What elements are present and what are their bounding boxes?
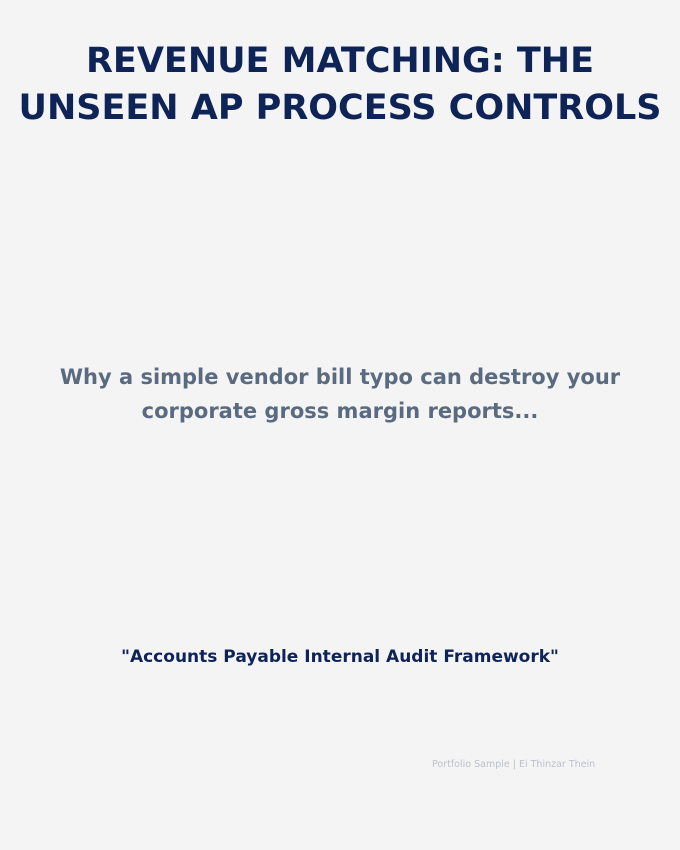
subtitle	[0, 360, 680, 428]
subtitle-line-2: corporate gross margin reports...	[141, 399, 539, 423]
title-line-2: UNSEEN AP PROCESS CONTROLS	[18, 88, 662, 128]
page-title	[0, 38, 680, 132]
subtitle-line-1: Why a simple vendor bill typo can destroy your	[59, 365, 621, 389]
footer-credit: Portfolio Sample | Ei Thinzar Thein	[432, 759, 596, 770]
framework-quote: "Accounts Payable Internal Audit Framework"	[121, 647, 559, 667]
title-line-1: REVENUE MATCHING: THE	[85, 41, 594, 81]
